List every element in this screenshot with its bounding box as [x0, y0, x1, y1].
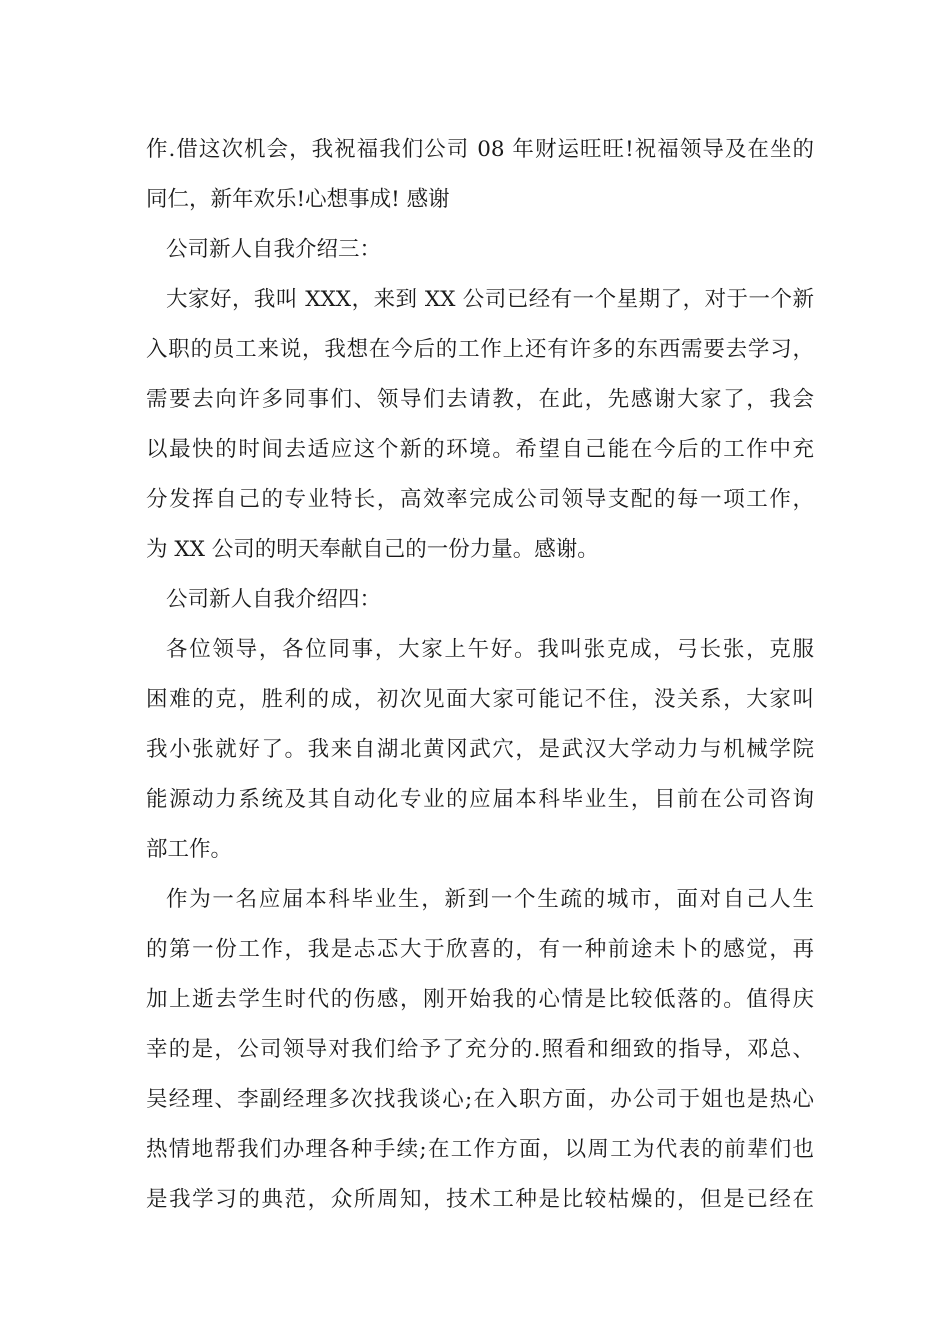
text-line: 加上逝去学生时代的伤感，刚开始我的心情是比较低落的。值得庆 [146, 987, 814, 1012]
text-line: 能源动力系统及其自动化专业的应届本科毕业生，目前在公司咨询 [146, 787, 814, 812]
text-line: 以最快的时间去适应这个新的环境。希望自己能在今后的工作中充 [146, 437, 814, 462]
section-heading: 公司新人自我介绍三： [166, 237, 382, 262]
text-line: 作为一名应届本科毕业生，新到一个生疏的城市，面对自己人生 [166, 887, 814, 912]
text-line: 吴经理、李副经理多次找我谈心;在入职方面，办公司于姐也是热心 [146, 1087, 814, 1112]
text-line: 的第一份工作，我是忐忑大于欣喜的，有一种前途未卜的感觉，再 [146, 937, 814, 962]
text-line: 我小张就好了。我来自湖北黄冈武穴，是武汉大学动力与机械学院 [146, 737, 814, 762]
text-line: 需要去向许多同事们、领导们去请教，在此，先感谢大家了，我会 [146, 387, 814, 412]
text-line: 部工作。 [146, 837, 233, 862]
text-line: 同仁，新年欢乐!心想事成! 感谢 [146, 187, 450, 212]
text-line: 是我学习的典范，众所周知，技术工种是比较枯燥的，但是已经在 [146, 1187, 814, 1212]
text-line: 大家好，我叫 XXX，来到 XX 公司已经有一个星期了，对于一个新 [166, 287, 814, 312]
section-heading: 公司新人自我介绍四： [166, 587, 382, 612]
text-line: 为 XX 公司的明天奉献自己的一份力量。感谢。 [146, 537, 599, 562]
text-line: 困难的克，胜利的成，初次见面大家可能记不住，没关系，大家叫 [146, 687, 814, 712]
text-line: 分发挥自己的专业特长，高效率完成公司领导支配的每一项工作， [146, 487, 814, 512]
text-line: 作.借这次机会，我祝福我们公司 08 年财运旺旺!祝福领导及在坐的 [146, 137, 814, 162]
text-line: 入职的员工来说，我想在今后的工作上还有许多的东西需要去学习， [146, 337, 814, 362]
text-line: 各位领导，各位同事，大家上午好。我叫张克成，弓长张，克服 [166, 637, 814, 662]
text-line: 幸的是，公司领导对我们给予了充分的.照看和细致的指导，邓总、 [146, 1037, 814, 1062]
text-line: 热情地帮我们办理各种手续;在工作方面，以周工为代表的前辈们也 [146, 1137, 814, 1162]
